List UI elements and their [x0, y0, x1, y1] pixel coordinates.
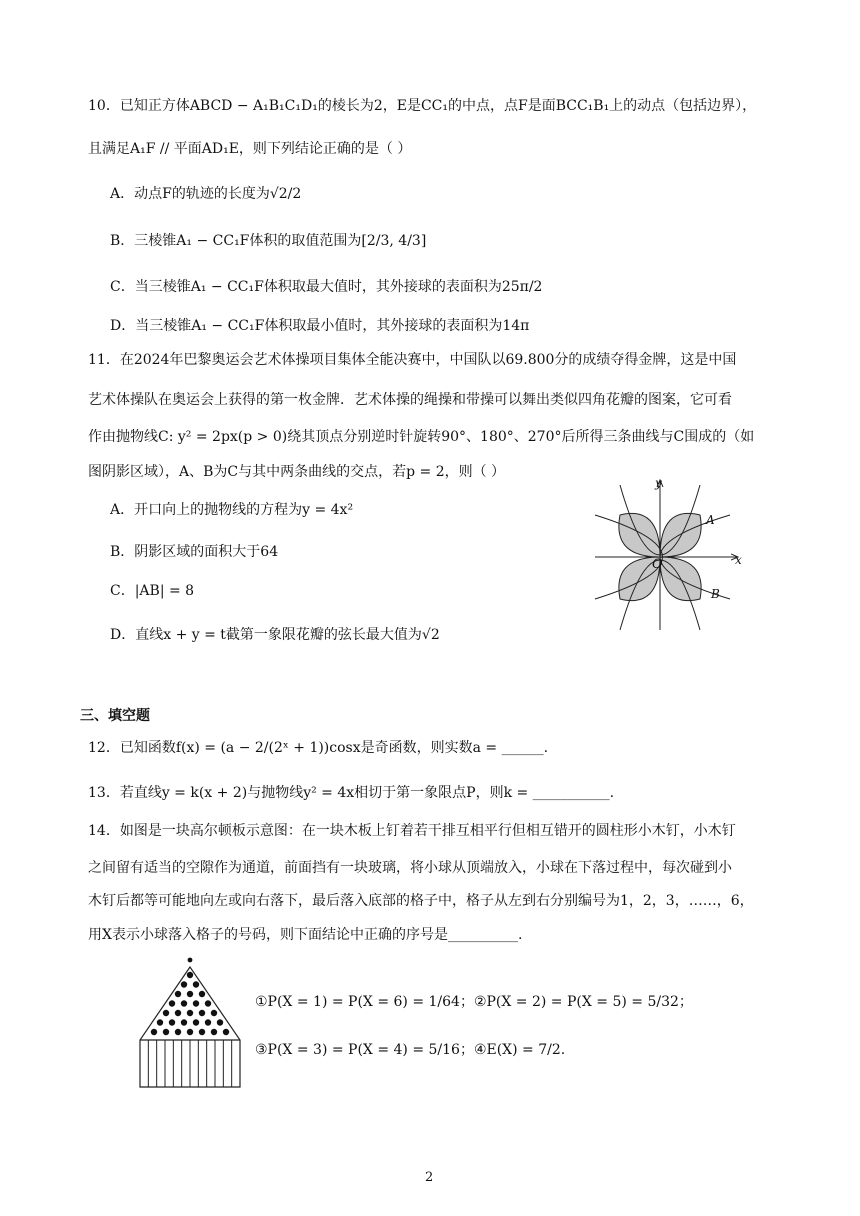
q11-line-4: 图阴影区域），A、B为C与其中两条曲线的交点，若p = 2，则（ ） — [88, 464, 506, 480]
q10-line-2: 且满足A₁F // 平面AD₁E，则下列结论正确的是（ ） — [88, 141, 412, 157]
q12-text: 12．已知函数f(x) = (a − 2/(2ˣ + 1))cosx是奇函数，则实数a = ______. — [88, 740, 549, 756]
peg — [199, 991, 205, 997]
peg — [175, 1010, 181, 1016]
peg — [163, 1010, 169, 1016]
q14-line-3: 木钉后都等可能地向左或向右落下，最后落入底部的格子中，格子从左到右分别编号为1，2，3，……，6， — [88, 893, 754, 909]
peg — [217, 1019, 223, 1025]
peg — [169, 1000, 175, 1006]
peg — [181, 1019, 187, 1025]
q14-line-4: 用X表示小球落入格子的号码，则下面结论中正确的序号是__________. — [88, 927, 523, 943]
peg — [181, 1000, 187, 1006]
q13-text: 13．若直线y = k(x + 2)与抛物线y² = 4x相切于第一象限点P，则k = ___________. — [88, 785, 615, 801]
galton-board-figure — [135, 955, 245, 1095]
peg — [187, 1029, 193, 1035]
q11-line-2: 艺术体操队在奥运会上获得的第一枚金牌．艺术体操的绳操和带操可以舞出类似四角花瓣的图案，它可看 — [88, 392, 732, 408]
q14-line-1: 14．如图是一块高尔顿板示意图：在一块木板上钉着若干排互相平行但相互错开的圆柱形小木钉，小木钉 — [88, 823, 736, 839]
q10-option-d: D．当三棱锥A₁ − CC₁F体积取最小值时，其外接球的表面积为14π — [110, 318, 530, 334]
fig-label-a: A — [706, 513, 715, 527]
peg — [187, 991, 193, 997]
fig-label-x: x — [735, 553, 742, 567]
q11-line-3: 作由抛物线C: y² = 2px(p > 0)绕其顶点分别逆时针旋转90°、180°、270°后所得三条曲线与C围成的（如 — [88, 429, 755, 445]
peg — [193, 981, 199, 987]
peg — [151, 1029, 157, 1035]
petal-q1 — [660, 513, 701, 557]
slot-dividers — [148, 1040, 231, 1087]
q11-option-b: B．阴影区域的面积大于64 — [110, 544, 279, 560]
peg — [169, 1019, 175, 1025]
peg — [187, 1010, 193, 1016]
q14-statements-2: ③P(X = 3) = P(X = 4) = 5/16；④E(X) = 7/2. — [255, 1042, 566, 1058]
ball — [188, 958, 193, 963]
peg — [157, 1019, 163, 1025]
q11-option-a: A．开口向上的抛物线的方程为y = 4x² — [110, 502, 354, 518]
peg — [211, 1029, 217, 1035]
peg — [223, 1029, 229, 1035]
page-number: 2 — [425, 1170, 434, 1185]
peg — [175, 991, 181, 997]
peg — [193, 1000, 199, 1006]
peg — [175, 1029, 181, 1035]
peg — [193, 1019, 199, 1025]
peg — [205, 1000, 211, 1006]
fig-label-origin: O — [652, 557, 663, 572]
peg — [205, 1019, 211, 1025]
q11-option-c: C．|AB| = 8 — [110, 583, 195, 599]
flower-figure — [590, 475, 750, 635]
q10-option-a: A．动点F的轨迹的长度为√2/2 — [110, 186, 302, 202]
fig-label-b: B — [711, 587, 720, 601]
q10-option-c: C．当三棱锥A₁ − CC₁F体积取最大值时，其外接球的表面积为25π/2 — [110, 279, 543, 295]
peg — [163, 1029, 169, 1035]
section-title: 三、填空题 — [80, 708, 150, 724]
q14-statements-1: ①P(X = 1) = P(X = 6) = 1/64；②P(X = 2) = P(X = 5) = 5/32； — [255, 994, 693, 1010]
q11-option-d: D．直线x + y = t截第一象限花瓣的弦长最大值为√2 — [110, 627, 440, 643]
peg — [199, 1010, 205, 1016]
petal-q2 — [619, 513, 660, 557]
q10-line-1: 10．已知正方体ABCD − A₁B₁C₁D₁的棱长为2，E是CC₁的中点，点F是面BCC₁B₁上的动点（包括边界）， — [88, 98, 757, 114]
peg — [211, 1010, 217, 1016]
q11-line-1: 11．在2024年巴黎奥运会艺术体操项目集体全能决赛中，中国队以69.800分的成绩夺得金牌，这是中国 — [88, 352, 737, 368]
fig-label-y: y — [655, 476, 662, 490]
peg — [187, 972, 193, 978]
peg — [199, 1029, 205, 1035]
q10-option-b: B．三棱锥A₁ − CC₁F体积的取值范围为[2/3, 4/3] — [110, 233, 427, 249]
q14-line-2: 之间留有适当的空隙作为通道，前面挡有一块玻璃，将小球从顶端放入，小球在下落过程中，每次碰到小 — [88, 860, 732, 876]
pegs — [151, 972, 229, 1035]
peg — [181, 981, 187, 987]
